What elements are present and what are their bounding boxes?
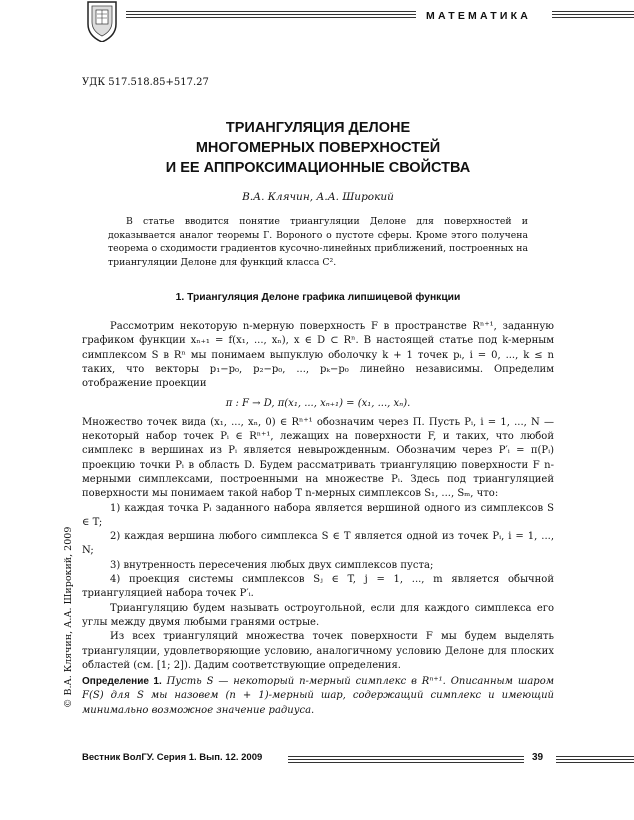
page-number: 39 [532,752,544,763]
condition-4: 4) проекция системы симплексов Sⱼ ∈ T, j = 1, ..., m является обычной триангуляцией набора точек P′ᵢ. [82,574,554,600]
paragraph-3: Триангуляцию будем называть остроугольной, если для каждого симплекса его углы между двумя любыми гранями острые. [82,602,554,628]
footer-journal: Вестник ВолГУ. Серия 1. Вып. 12. 2009 [82,752,263,763]
title-line-2: МНОГОМЕРНЫХ ПОВЕРХНОСТЕЙ [195,140,441,156]
section-heading: 1. Триангуляция Делоне графика липшицевой функции [175,292,461,303]
udk-code: УДК 517.518.85+517.27 [82,77,209,88]
header-rule-right [552,11,634,20]
title-line-3: И ЕЕ АППРОКСИМАЦИОННЫЕ СВОЙСТВА [165,160,471,176]
title-line-1: ТРИАНГУЛЯЦИЯ ДЕЛОНЕ [225,120,411,136]
definition-text: Пусть S — некоторый n-мерный симплекс в Rⁿ⁺¹. Описанным шаром F(S) для S мы назовем (n + 1)-мерный шар, содержащий симплекс и имеющий минимально возможное значение радиуса. [82,676,555,716]
projection-formula: π : F → D, π(x₁, ..., xₙ₊₁) = (x₁, ..., xₙ). [225,398,411,410]
condition-2: 2) каждая вершина любого симплекса S ∈ T является одной из точек Pᵢ, i = 1, ..., N; [82,531,554,557]
article-title [82,118,554,178]
journal-emblem [82,0,122,42]
authors: В.А. Клячин, А.А. Широкий [242,191,394,203]
abstract [108,215,528,269]
header-section-label: МАТЕМАТИКА [426,10,531,22]
definition-1 [82,675,554,718]
definition-label: Определение 1. [82,676,162,688]
abstract-text: В статье вводится понятие триангуляции Делоне для поверхностей и доказывается аналог теоремы Г. Вороного о пустоте сферы. Кроме этого получена теорема о сходимости градиентов кусочно-линейных приближений, построенных на триангуляции Делоне для функций класса C². [108,216,528,268]
footer-rule [288,756,524,765]
condition-1: 1) каждая точка Pᵢ заданного набора является вершиной одного из симплексов S ∈ T; [82,502,554,528]
paragraph-1: Рассмотрим некоторую n-мерную поверхность F в пространстве Rⁿ⁺¹, заданную графиком функции xₙ₊₁ = f(x₁, ..., xₙ), x ∈ D ⊂ Rⁿ. В настоящей статье под k-мерным симплексом S в Rⁿ мы понимаем выпуклую оболочку k + 1 точек pᵢ, i = 0, ..., k ≤ n таких, что векторы p₁−p₀, p₂−p₀, ..., pₖ−p₀ линейно независимы. Определим отображение проекции [82,321,554,390]
copyright-sidebar: © В.А. Клячин, А.А. Широкий, 2009 [63,526,74,708]
article-body [82,320,554,718]
header-rule-left [126,11,416,20]
paragraph-2: Множество точек вида (x₁, ..., xₙ, 0) ∈ Rⁿ⁺¹ обозначим через Π. Пусть Pᵢ, i = 1, ..., N — некоторый набор точек Pᵢ ∈ Rⁿ⁺¹, лежащих на поверхности F, и таких, что любой симплекс в вершинах из Pᵢ является невырожденным. Обозначим через P′ᵢ = π(Pᵢ) проекцию точки Pᵢ в область D. Будем рассматривать триангуляцию поверхности F n-мерными симплексами, построенными на множестве Pᵢ. Здесь под триангуляцией поверхности мы понимаем такой набор T n-мерных симплексов S₁, ..., Sₘ, что: [82,416,554,500]
paragraph-4: Из всех триангуляций множества точек поверхности F мы будем выделять триангуляции, удовлетворяющие условию, аналогичному условию Делоне для плоских областей (см. [1; 2]). Дадим соответствующие определения. [82,631,554,671]
condition-3: 3) внутренность пересечения любых двух симплексов пуста; [110,559,434,571]
footer-rule-right [556,756,634,765]
